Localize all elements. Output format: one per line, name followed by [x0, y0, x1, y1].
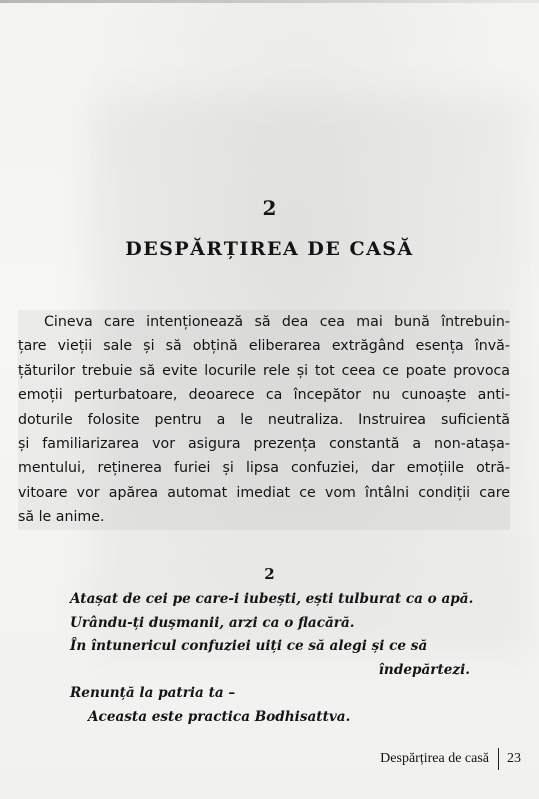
verse-number: 2	[264, 565, 275, 583]
verse-line: Aceasta este practica Bodhisattva.	[88, 708, 351, 725]
chapter-number: 2	[262, 196, 277, 220]
verse-line: Atașat de cei pe care-i iubești, ești tulburat ca o apă.	[70, 591, 474, 607]
body-paragraph	[18, 310, 510, 530]
page-top-edge	[0, 0, 539, 3]
body-line: să le anime.	[18, 509, 105, 526]
body-line: țăturilor trebuie să evite locurile rele și tot ceea ce poate provoca	[18, 362, 510, 379]
body-line: emoții perturbatoare, deoarece ca începător nu cunoaște anti-	[18, 387, 510, 404]
page-number: 23	[507, 751, 521, 766]
body-line: doturile folosite pentru a le neutraliza. Instruirea suficientă	[18, 411, 510, 428]
verse-block	[70, 588, 474, 730]
verse-line: Renunță la patria ta –	[70, 685, 236, 702]
page-footer	[380, 748, 521, 770]
body-line: țare vieții sale și să obțină eliberarea extrăgând esența învă-	[18, 338, 510, 355]
footer-separator	[498, 748, 499, 770]
verse-line-continuation: îndepărtezi.	[378, 661, 470, 678]
body-line: Cineva care intenționează să dea cea mai bună întrebuin-	[44, 314, 510, 330]
verse-line: În întunericul confuziei uiți ce să alegi și ce să	[70, 638, 428, 655]
body-line: mentului, reținerea furiei și lipsa confuziei, dar emoțiile otră-	[18, 460, 510, 477]
verse-line: Urându-ți dușmanii, arzi ca o flacără.	[70, 614, 355, 631]
running-title: Despărțirea de casă	[380, 751, 489, 766]
chapter-title: DESPĂRȚIREA DE CASĂ	[125, 238, 414, 260]
body-line: vitoare vor apărea automat imediat ce vom întâlni condiții care	[18, 484, 510, 501]
body-line: și familiarizarea vor asigura prezența constantă a non-atașa-	[18, 436, 510, 453]
